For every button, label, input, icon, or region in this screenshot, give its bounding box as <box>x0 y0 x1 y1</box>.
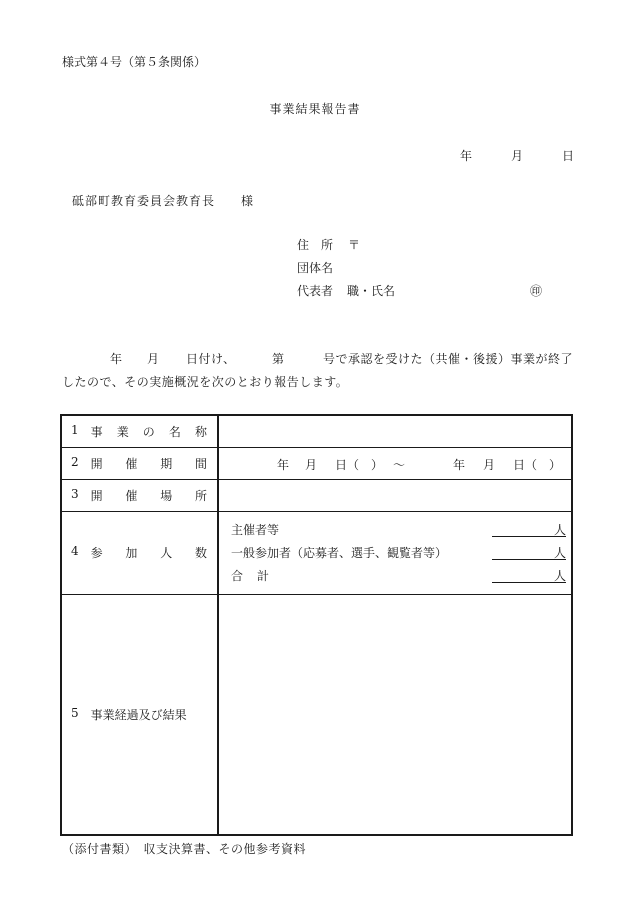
row-number: 2 <box>71 454 79 469</box>
participant-unit: 人 <box>554 545 567 560</box>
period-day-2: 日（ ） <box>513 457 562 472</box>
table-row <box>61 594 572 835</box>
body-day-suffix: 日付け、 <box>186 352 236 366</box>
event-venue-field[interactable] <box>218 479 572 511</box>
attachments-note: （添付書類） 収支決算書、その他参考資料 <box>62 842 307 856</box>
table-row <box>61 447 572 479</box>
seal-mark: ㊞ <box>530 284 543 298</box>
body-month: 月 <box>147 352 160 366</box>
participant-label-total: 合 計 <box>231 568 271 583</box>
row-label-text: 開 催 場 所 <box>90 488 207 503</box>
address-label: 住 所 <box>297 238 334 252</box>
date-year: 年 <box>460 149 473 163</box>
date-month: 月 <box>511 149 524 163</box>
participant-label-organizers: 主催者等 <box>231 522 280 537</box>
group-name-label: 団体名 <box>297 261 334 275</box>
postal-mark: 〒 <box>348 238 361 252</box>
period-tilde: ～ <box>393 457 406 472</box>
report-table <box>60 414 573 836</box>
participants-field <box>218 511 572 594</box>
row-label-text: 事 業 の 名 称 <box>90 424 207 439</box>
period-month-2: 月 <box>483 457 496 472</box>
row-number: 4 <box>71 544 79 558</box>
period-year-2: 年 <box>453 457 466 472</box>
row-label-text: 事業経過及び結果 <box>90 707 187 722</box>
event-period-field[interactable] <box>218 447 572 479</box>
body-line-2: したので、その実施概況を次のとおり報告します。 <box>62 375 349 389</box>
event-name-field[interactable] <box>218 415 572 447</box>
period-year-1: 年 <box>277 457 290 472</box>
body-year: 年 <box>110 352 123 366</box>
representative-field: 職・氏名 <box>347 284 396 298</box>
participant-unit: 人 <box>554 522 567 537</box>
addressee: 砥部町教育委員会教育長 様 <box>72 194 255 208</box>
row-label <box>61 511 218 594</box>
table-row <box>61 511 572 594</box>
participant-label-general: 一般参加者（応募者、選手、観覧者等） <box>231 545 448 560</box>
row-number: 5 <box>71 705 79 720</box>
form-number: 様式第４号（第５条関係） <box>62 55 207 69</box>
representative-label: 代表者 <box>297 284 334 298</box>
document-title: 事業結果報告書 <box>269 102 361 116</box>
table-row <box>61 415 572 447</box>
body-rest: 号で承認を受けた（共催・後援）事業が終了 <box>323 352 574 366</box>
table-row <box>61 479 572 511</box>
participant-unit: 人 <box>554 568 567 583</box>
row-label <box>61 594 218 835</box>
row-label <box>61 415 218 447</box>
row-label-text: 開 催 期 間 <box>90 456 207 471</box>
period-month-1: 月 <box>305 457 318 472</box>
row-number: 1 <box>71 422 79 437</box>
body-dai: 第 <box>272 352 285 366</box>
row-label-text: 参 加 人 数 <box>90 546 207 560</box>
progress-and-results-field[interactable] <box>218 594 572 835</box>
row-number: 3 <box>71 486 79 501</box>
date-day: 日 <box>562 149 575 163</box>
row-label <box>61 479 218 511</box>
row-label <box>61 447 218 479</box>
period-day-1: 日（ ） <box>335 457 384 472</box>
